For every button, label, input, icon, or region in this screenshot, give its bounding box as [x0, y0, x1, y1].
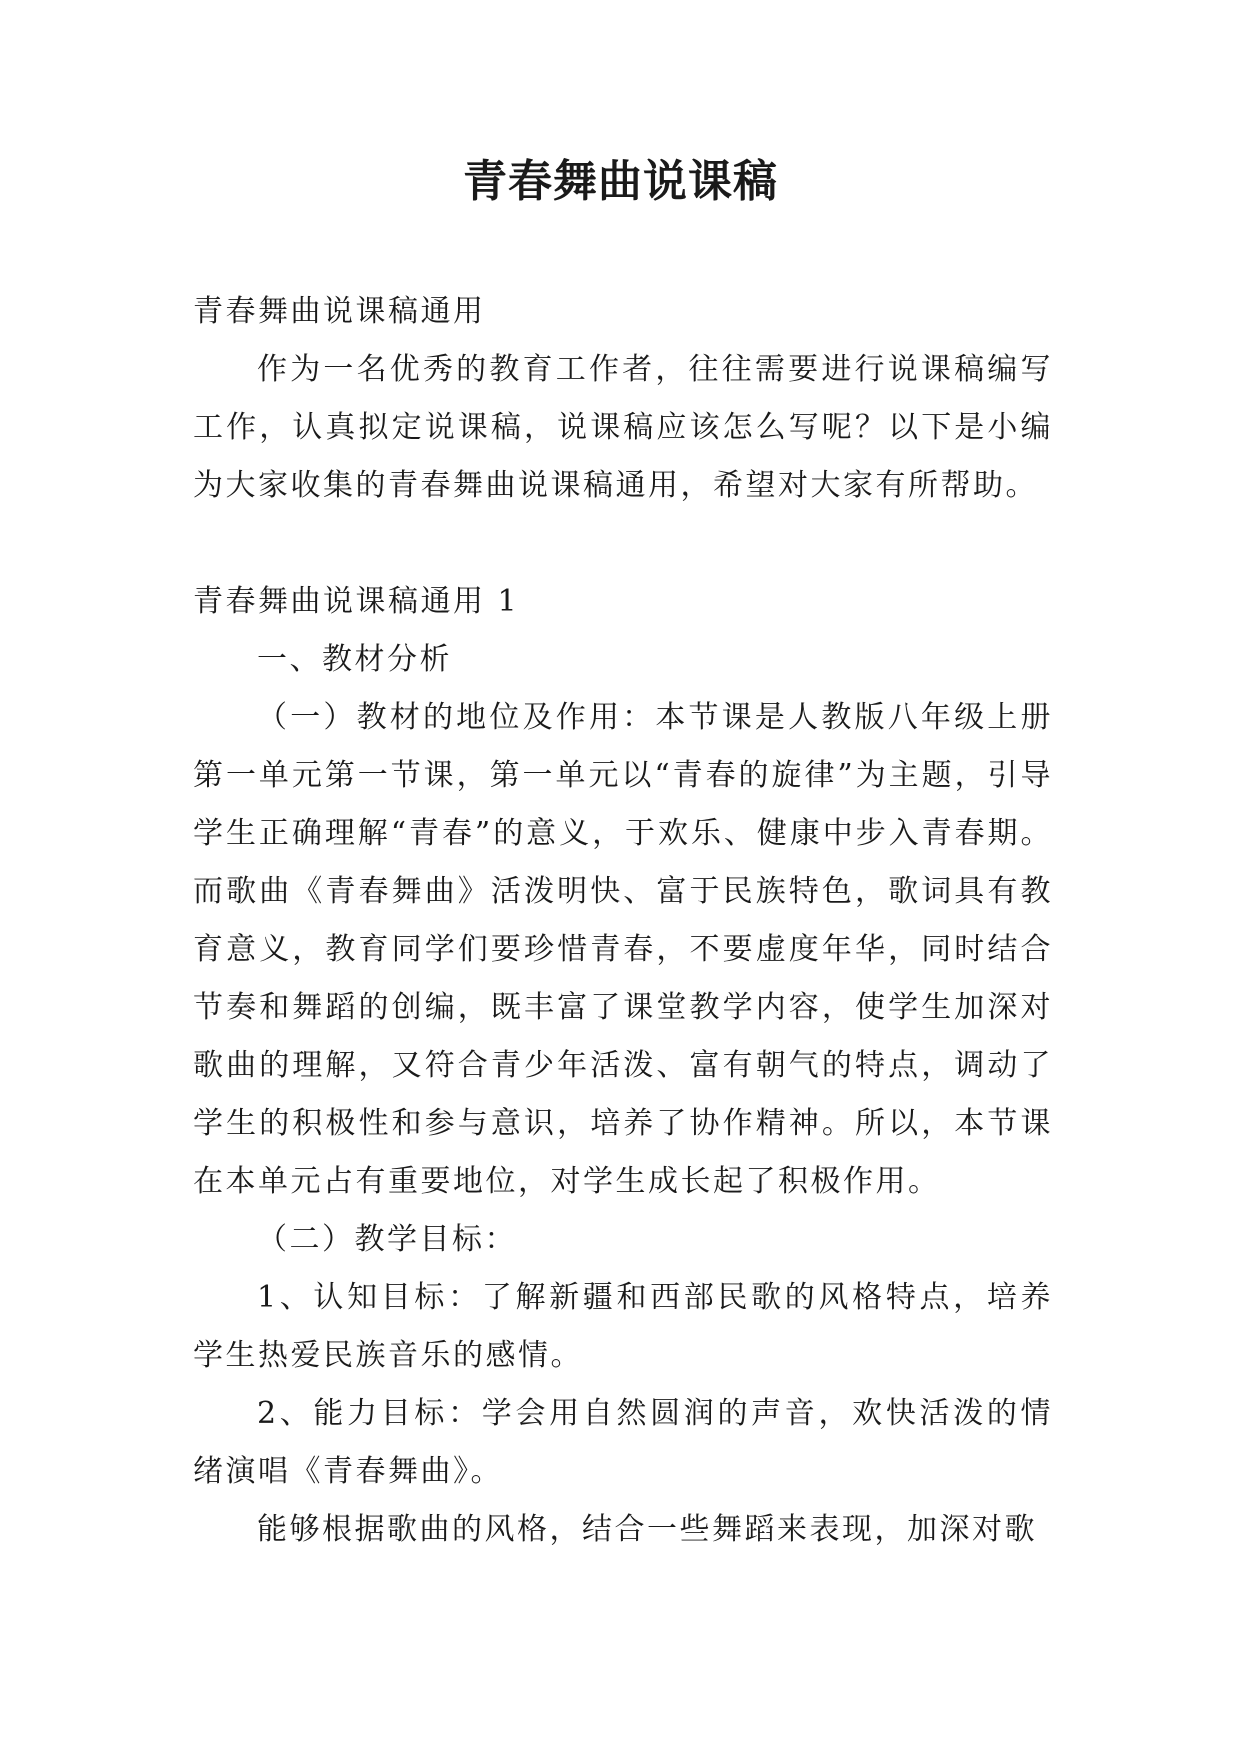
- page-title: 青春舞曲说课稿: [463, 156, 778, 207]
- body-paragraph: （二）教学目标：: [257, 1222, 517, 1257]
- section-heading: 青春舞曲说课稿通用 1: [193, 584, 520, 619]
- body-paragraph: （一）教材的地位及作用：本节课是人教版八年级上册第一单元第一节课，第一单元以“青春的旋律”为主题，引导学生正确理解“青春”的意义，于欢乐、健康中步入青春期。而歌曲《青春舞曲》活泼明快、富于民族特色，歌词具有教育意义，教育同学们要珍惜青春，不要虚度年华，同时结合节奏和舞蹈的创编，既丰富了课堂教学内容，使学生加深对歌曲的理解，又符合青少年活泼、富有朝气的特点，调动了学生的积极性和参与意识，培养了协作精神。所以，本节课在本单元占有重要地位，对学生成长起了积极作用。: [193, 700, 1053, 1199]
- paragraph-gap: [193, 515, 1053, 573]
- body-paragraph: 2、能力目标：学会用自然圆润的声音，欢快活泼的情绪演唱《青春舞曲》。: [193, 1396, 1053, 1489]
- section-subheading: 一、教材分析: [257, 642, 452, 677]
- document-body: [193, 283, 1053, 1559]
- intro-paragraph: 作为一名优秀的教育工作者，往往需要进行说课稿编写工作，认真拟定说课稿，说课稿应该怎么写呢？以下是小编为大家收集的青春舞曲说课稿通用，希望对大家有所帮助。: [193, 352, 1053, 503]
- body-paragraph: 1、认知目标：了解新疆和西部民歌的风格特点，培养学生热爱民族音乐的感情。: [193, 1280, 1053, 1373]
- subtitle-paragraph: 青春舞曲说课稿通用: [193, 294, 486, 329]
- body-paragraph: 能够根据歌曲的风格，结合一些舞蹈来表现，加深对歌: [257, 1512, 1037, 1547]
